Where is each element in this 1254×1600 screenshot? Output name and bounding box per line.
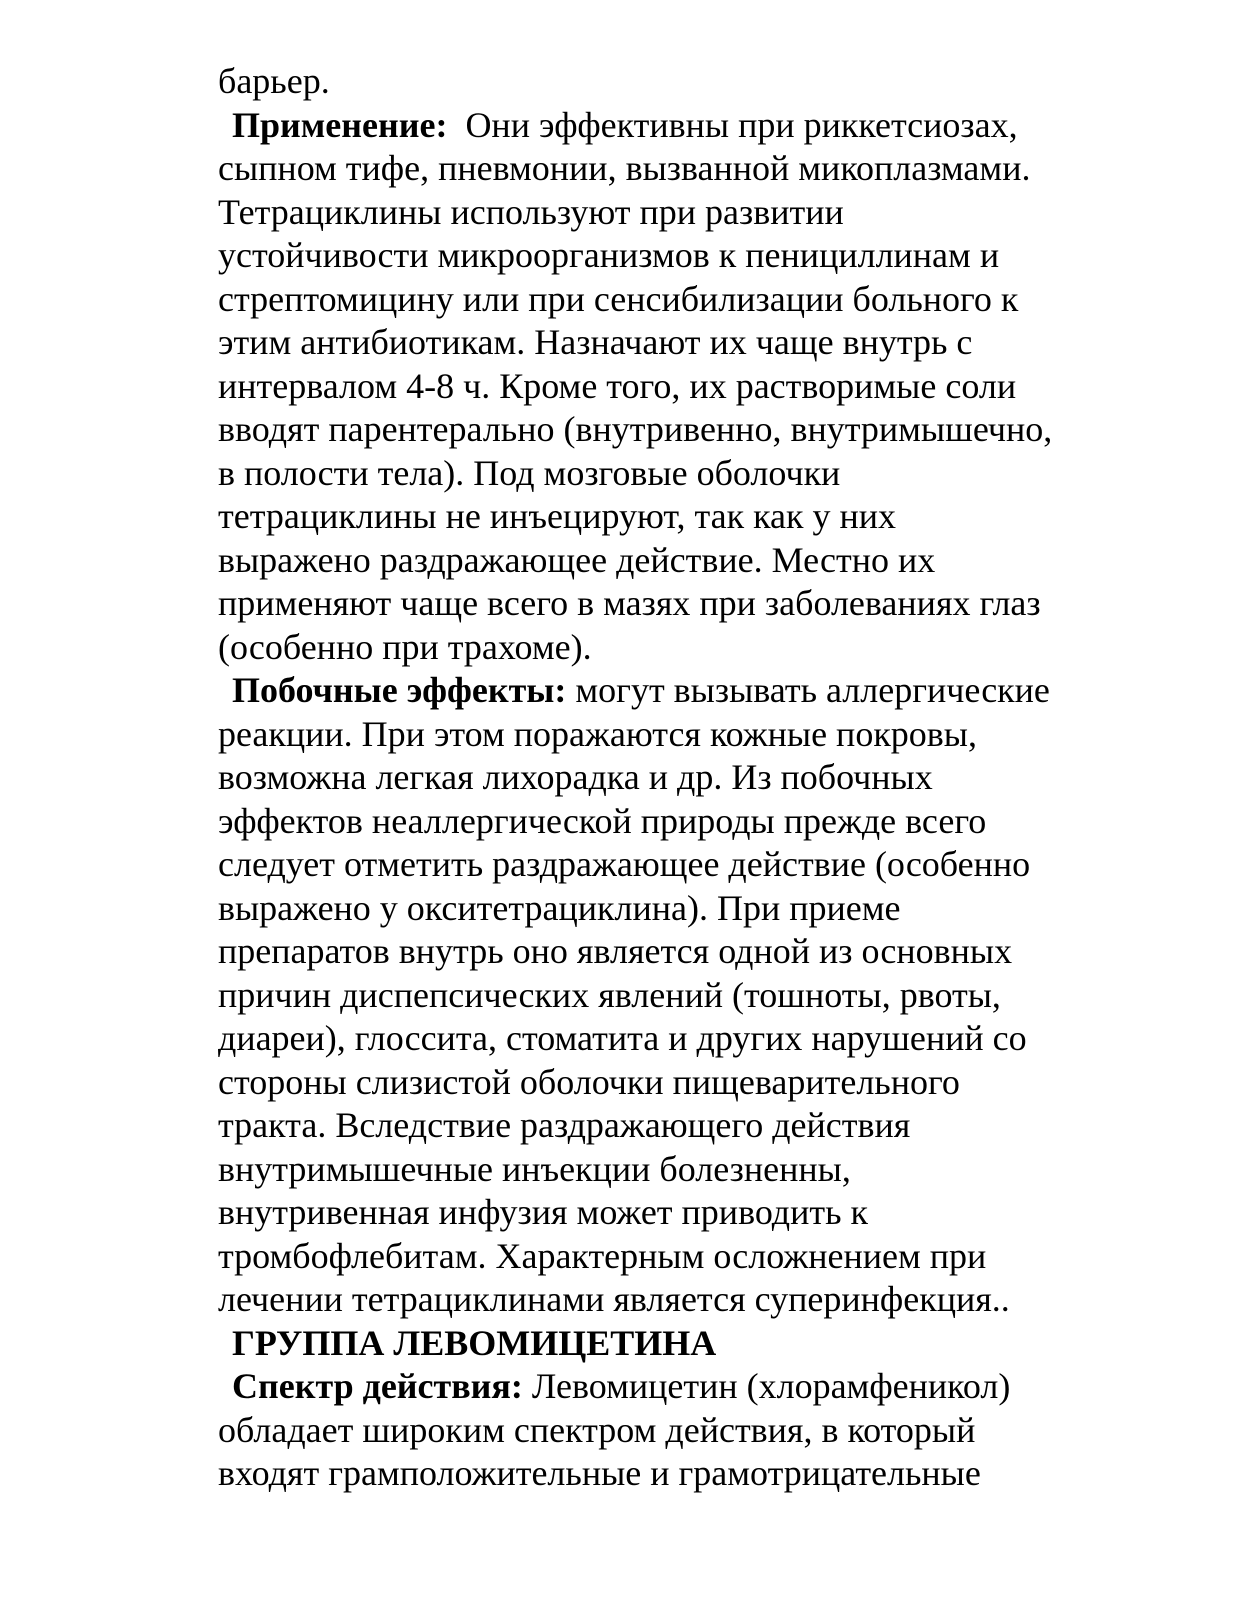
text-line: диареи), глоссита, стоматита и других нарушений со (218, 1018, 1027, 1058)
text-line: тромбофлебитам. Характерным осложнением при (218, 1235, 987, 1276)
text-line: устойчивости микроорганизмов к пенициллинам и (218, 235, 1000, 275)
text-line: в полости тела). Под мозговые оболочки (218, 452, 841, 493)
text-line: сыпном тифе, пневмонии, вызванной микоплазмами. (218, 148, 1031, 188)
text-line: стрептомицину или при сенсибилизации больного к (218, 278, 1019, 319)
text-line: реакции. При этом поражаются кожные покровы, (218, 713, 977, 754)
text-line: Тетрациклины используют при развитии (218, 191, 844, 232)
section-heading-spectrum: Спектр действия: Левомицетин (хлорамфеникол) (232, 1366, 1011, 1406)
text-line: выражено раздражающее действие. Местно их (218, 539, 936, 580)
text-line: возможна легкая лихорадка и др. Из побочных (218, 757, 933, 797)
bold-label: ГРУППА ЛЕВОМИЦЕТИНА (232, 1322, 717, 1363)
text-line: барьер. (218, 61, 330, 101)
text-line: причин диспепсических явлений (тошноты, рвоты, (218, 974, 1001, 1015)
bold-label: Побочные эффекты: (232, 670, 567, 710)
text-line: обладает широким спектром действия, в который (218, 1409, 976, 1450)
text-line: внутримышечные инъекции болезненны, (218, 1148, 851, 1189)
text-line: применяют чаще всего в мазях при заболеваниях глаз (218, 583, 1041, 623)
text-line: (особенно при трахоме). (218, 626, 592, 667)
text-line: следует отметить раздражающее действие (особенно (218, 844, 1031, 884)
text-line: интервалом 4-8 ч. Кроме того, их растворимые соли (218, 365, 1017, 406)
text-line: препаратов внутрь оно является одной из основных (218, 931, 1013, 971)
section-heading-application: Применение: Они эффективны при риккетсиозах, (232, 104, 1018, 145)
text-line: тетрациклины не инъецируют, так как у них (218, 496, 897, 536)
bold-label: Применение: (232, 104, 448, 145)
bold-label: Спектр действия: (232, 1366, 523, 1406)
text-line: этим антибиотикам. Назначают их чаще внутрь с (218, 322, 973, 362)
text-line: тракта. Вследствие раздражающего действия (218, 1105, 911, 1145)
text-line: входят грамположительные и грамотрицательные (218, 1453, 981, 1493)
text-line: выражено у окситетрациклина). При приеме (218, 887, 901, 928)
text-line: внутривенная инфузия может приводить к (218, 1192, 869, 1232)
text-line: стороны слизистой оболочки пищеварительного (218, 1061, 960, 1102)
text-line: вводят парентерально (внутривенно, внутримышечно, (218, 409, 1053, 449)
document-page (218, 60, 1118, 1496)
text-line: лечении тетрациклинами является суперинфекция.. (218, 1279, 1010, 1319)
group-heading (218, 1322, 1118, 1366)
text-line: эффектов неаллергической природы прежде всего (218, 800, 987, 841)
section-heading-side-effects: Побочные эффекты: могут вызывать аллергические (232, 670, 1050, 710)
